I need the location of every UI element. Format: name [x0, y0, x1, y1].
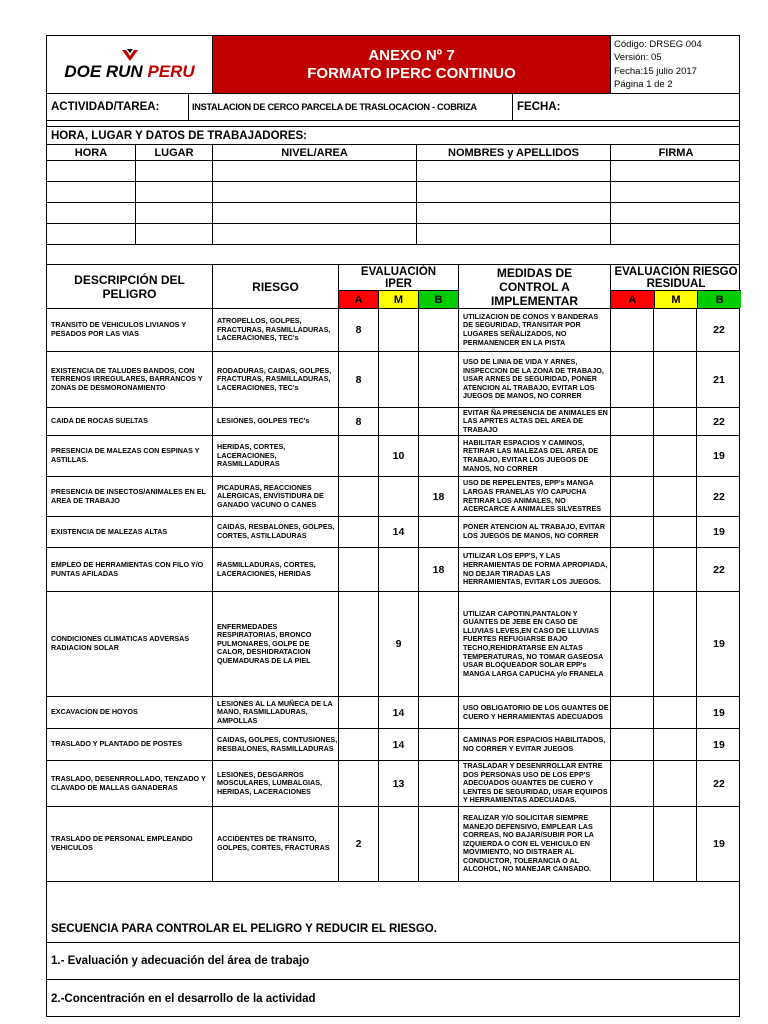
hazard-description: EXISTENCIA DE TALUDES BANDOS, CON TERRENOS IRREGULARES, BARRANCOS Y ZONAS DE DESMORONAMIENTO — [47, 352, 213, 407]
residual-b-value: 22 — [713, 563, 725, 576]
residual-b-value: 22 — [713, 324, 725, 336]
residual-m-value — [654, 807, 697, 881]
iper-a-value — [339, 517, 379, 547]
doc-version: Versión: 05 — [614, 52, 662, 63]
worker-cell[interactable] — [417, 224, 611, 244]
worker-row[interactable] — [47, 203, 739, 224]
hazard-row — [47, 548, 739, 592]
hazard-row — [47, 697, 739, 729]
residual-level-b: B — [698, 291, 741, 308]
activity-value: INSTALACION DE CERCO PARCELA DE TRASLOCACION - COBRIZA — [189, 94, 513, 120]
iper-b-value — [419, 729, 459, 760]
residual-m-value — [654, 408, 697, 435]
hazard-risk: PICADURAS, REACCIONES ALERGICAS, ENVISTIDURA DE GANADO VACUNO O CANES — [213, 477, 339, 516]
iper-m-value: 10 — [379, 436, 419, 476]
sequence-title-row — [47, 915, 739, 943]
iper-m-value: 14 — [379, 697, 419, 728]
residual-b-value: 22 — [713, 490, 725, 503]
control-measures: EVITAR ÑA PRESENCIA DE ANIMALES EN LAS APRTES ALTAS DEL AREA DE TRABAJO — [459, 408, 611, 435]
hazard-description: PRESENCIA DE MALEZAS CON ESPINAS Y ASTILLAS. — [47, 436, 213, 476]
hazard-risk: LESIONES AL LA MUÑECA DE LA MANO, RASMILLADURAS, AMPOLLAS — [213, 697, 339, 728]
iper-b-value — [419, 761, 459, 806]
col-medidas: MEDIDAS DE CONTROL A IMPLEMENTAR — [459, 265, 611, 308]
iper-a-value: 8 — [339, 309, 379, 351]
worker-cell[interactable] — [213, 203, 417, 223]
activity-label: ACTIVIDAD/TAREA: — [47, 94, 189, 120]
hazard-row — [47, 408, 739, 436]
iper-m-value — [379, 548, 419, 591]
hazard-description: CAIDA DE ROCAS SUELTAS — [47, 408, 213, 435]
residual-b-value: 19 — [713, 738, 725, 751]
worker-cell[interactable] — [611, 224, 741, 244]
hazard-row — [47, 592, 739, 697]
worker-cell[interactable] — [417, 203, 611, 223]
iper-b-value — [419, 309, 459, 351]
worker-cell[interactable] — [47, 161, 136, 181]
control-measures: REALIZAR Y/O SOLICITAR SIEMPRE MANEJO DEFENSIVO, EMPLEAR LAS CORREAS, NO BAJAR/SUBIR POR LA IZQUIERDA O CON EL VEHICULO EN MOVIMIENTO, NO DISTRAER AL CONDUCTOR, TOLERANCIA O AL ALCOHOL, NO MANEJAR CANSADO. — [459, 807, 611, 881]
residual-m-value — [654, 548, 697, 591]
form-title — [213, 36, 611, 93]
worker-cell[interactable] — [611, 203, 741, 223]
worker-cell[interactable] — [213, 161, 417, 181]
control-measures: USO DE LINIA DE VIDA Y ARNES, INSPECCION DE LA ZONA DE TRABAJO, USAR ARNES DE SEGURIDAD, PONER ATENCION AL TRABAJO, EVITAR LOS JUEGOS DE MANOS, NO CORRER — [459, 352, 611, 407]
residual-b-value: 19 — [713, 526, 725, 538]
residual-m-value — [654, 309, 697, 351]
company-logo — [47, 36, 213, 93]
iper-a-value: 8 — [339, 352, 379, 407]
hazard-description: TRANSITO DE VEHICULOS LIVIANOS Y PESADOS POR LAS VIAS — [47, 309, 213, 351]
hazard-description: TRASLADO Y PLANTADO DE POSTES — [47, 729, 213, 760]
hazard-description: PRESENCIA DE INSECTOS/ANIMALES EN EL AREA DE TRABAJO — [47, 477, 213, 516]
hazard-risk: LESIONES, GOLPES TEC's — [213, 408, 339, 435]
hazard-risk: CAIDAS, RESBALONES, GOLPES, CORTES, ASTILLADURAS — [213, 517, 339, 547]
workers-section — [47, 127, 739, 145]
iper-m-value — [379, 408, 419, 435]
iper-level-a: A — [339, 291, 379, 308]
sequence-step-1 — [47, 943, 739, 980]
iper-level-m: M — [379, 291, 419, 308]
col-evaluacion-residual — [611, 265, 741, 308]
control-measures: CAMINAS POR ESPACIOS HABILITADOS, NO CORRER Y EVITAR JUEGOS — [459, 729, 611, 760]
worker-cell[interactable] — [213, 182, 417, 202]
hazard-description: CONDICIONES CLIMATICAS ADVERSAS RADIACION SOLAR — [47, 592, 213, 696]
iper-a-value — [339, 729, 379, 760]
residual-levels — [611, 290, 741, 308]
sequence-title: SECUENCIA PARA CONTROLAR EL PELIGRO Y REDUCIR EL RIESGO. — [51, 922, 437, 935]
col-lugar: LUGAR — [136, 145, 213, 160]
form-header — [47, 36, 739, 94]
evaluacion-iper-title: EVALUACIÓN IPER — [360, 265, 437, 290]
residual-b-value: 19 — [713, 706, 725, 719]
iper-m-value: 14 — [379, 729, 419, 760]
worker-row[interactable] — [47, 161, 739, 182]
iper-m-value — [379, 352, 419, 407]
residual-b-value: 22 — [713, 415, 725, 428]
spacer-row-2 — [47, 245, 739, 265]
logo-text-peru: PERU — [147, 61, 195, 81]
iper-a-value — [339, 592, 379, 696]
hazard-description: EXISTENCIA DE MALEZAS ALTAS — [47, 517, 213, 547]
residual-a-value — [611, 477, 654, 516]
residual-a-value — [611, 352, 654, 407]
iper-a-value — [339, 436, 379, 476]
iper-m-value: 13 — [379, 761, 419, 806]
hazard-risk: HERIDAS, CORTES, LACERACIONES, RASMILLADURAS — [213, 436, 339, 476]
worker-cell[interactable] — [136, 203, 213, 223]
logo-text-doerun: DOE RUN — [64, 61, 143, 81]
control-measures: USO DE REPELENTES, EPP's MANGA LARGAS FRANELAS Y/O CAPUCHA RETIRAR LOS ANIMALES, NO ACERCARCE A ANIMALES SILVESTRES — [459, 477, 611, 516]
residual-m-value — [654, 436, 697, 476]
doc-page: Página 1 de 2 — [614, 79, 673, 90]
date-label: FECHA: — [517, 101, 561, 113]
worker-cell[interactable] — [417, 161, 611, 181]
hazard-risk: RODADURAS, CAIDAS, GOLPES, FRACTURAS, RASMILLADURAS, LACERACIONES, TEC's — [213, 352, 339, 407]
sequence-step-2 — [47, 980, 739, 1018]
residual-b-value: 19 — [713, 450, 725, 462]
activity-row — [47, 94, 739, 121]
hazard-row — [47, 761, 739, 807]
control-measures: PONER ATENCION AL TRABAJO, EVITAR LOS JUEGOS DE MANOS, NO CORRER — [459, 517, 611, 547]
iper-b-value — [419, 408, 459, 435]
residual-m-value — [654, 592, 697, 696]
hazard-row — [47, 517, 739, 548]
iper-m-value: 14 — [379, 517, 419, 547]
iper-b-value — [419, 436, 459, 476]
col-nombres: NOMBRES y APELLIDOS — [417, 145, 611, 160]
hazard-row — [47, 352, 739, 408]
iper-b-value: 18 — [419, 477, 459, 516]
iper-a-value — [339, 697, 379, 728]
residual-a-value — [611, 807, 654, 881]
iper-a-value: 8 — [339, 408, 379, 435]
col-firma: FIRMA — [658, 146, 694, 159]
residual-a-value — [611, 697, 654, 728]
worker-cell[interactable] — [47, 203, 136, 223]
hazard-risk: CAIDAS, GOLPES, CONTUSIONES, RESBALONES, RASMILLADURAS — [213, 729, 339, 760]
hazard-row — [47, 309, 739, 352]
worker-cell[interactable] — [611, 182, 741, 202]
residual-m-value — [654, 697, 697, 728]
hazard-description: TRASLADO DE PERSONAL EMPLEANDO VEHICULOS — [47, 807, 213, 881]
residual-b-value: 19 — [713, 638, 725, 650]
iper-a-value — [339, 761, 379, 806]
residual-a-value — [611, 408, 654, 435]
hazard-risk: ATROPELLOS, GOLPES, FRACTURAS, RASMILLADURAS, LACERACIONES, TEC's — [213, 309, 339, 351]
hazard-row — [47, 477, 739, 517]
evaluacion-residual-title: EVALUACIÓN RIESGO RESIDUAL — [614, 265, 738, 290]
residual-a-value — [611, 548, 654, 591]
worker-cell[interactable] — [136, 161, 213, 181]
residual-a-value — [611, 309, 654, 351]
hazard-description: TRASLADO, DESENRROLLADO, TENZADO Y CLAVADO DE MALLAS GANADERAS — [47, 761, 213, 806]
worker-cell[interactable] — [417, 182, 611, 202]
title-format: FORMATO IPERC CONTINUO — [307, 64, 516, 82]
title-annex: ANEXO Nº 7 — [368, 46, 455, 64]
residual-m-value — [654, 517, 697, 547]
residual-m-value — [654, 729, 697, 760]
iper-m-value — [379, 309, 419, 351]
residual-a-value — [611, 729, 654, 760]
residual-a-value — [611, 761, 654, 806]
residual-b-value: 19 — [713, 838, 725, 850]
worker-cell[interactable] — [47, 182, 136, 202]
iper-m-value — [379, 807, 419, 881]
iper-a-value — [339, 477, 379, 516]
iper-a-value: 2 — [339, 807, 379, 881]
control-measures: USO OBLIGATORIO DE LOS GUANTES DE CUERO Y HERRAMIENTAS ADECUADOS — [459, 697, 611, 728]
hazard-description: EMPLEO DE HERRAMIENTAS CON FILO Y/O PUNTAS AFILADAS — [47, 548, 213, 591]
residual-m-value — [654, 352, 697, 407]
iper-b-value — [419, 517, 459, 547]
doc-date: Fecha:15 julio 2017 — [614, 65, 697, 77]
residual-m-value — [654, 477, 697, 516]
logo-emblem-icon — [121, 48, 139, 62]
iper-levels — [339, 290, 458, 308]
worker-cell[interactable] — [213, 224, 417, 244]
iper-m-value: 9 — [379, 592, 419, 696]
workers-section-title: HORA, LUGAR Y DATOS DE TRABAJADORES: — [51, 129, 308, 142]
col-riesgo: RIESGO — [213, 265, 339, 308]
control-measures: UTILIZAR LOS EPP'S, Y LAS HERRAMIENTAS DE FORMA APROPIADA, NO DEJAR TIRADAS LAS HERRAMIENTAS, EVITAR LOS JUEGOS. — [459, 548, 611, 591]
iper-b-value — [419, 352, 459, 407]
worker-cell[interactable] — [136, 224, 213, 244]
control-measures: TRASLADAR Y DESENRROLLAR ENTRE DOS PERSONAS USO DE LOS EPP'S ADECUADOS GUANTES DE CUERO Y LENTES DE SEGURIDAD, USAR EQUIPOS Y HERRAMIENTAS ADECUADAS. — [459, 761, 611, 806]
residual-level-m: M — [655, 291, 699, 308]
iper-b-value — [419, 807, 459, 881]
control-measures: UTILIZACION DE CONOS Y BANDERAS DE SEGURIDAD, TRANSITAR POR LUGARES SEÑALIZADOS, NO PERMANENCER EN LA PISTA — [459, 309, 611, 351]
residual-a-value — [611, 436, 654, 476]
hazard-risk: LESIONES, DESGARROS MOSCULARES, LUMBALGIAS, HERIDAS, LACERACIONES — [213, 761, 339, 806]
sequence-step-2-text: 2.-Concentración en el desarrollo de la actividad — [51, 993, 316, 1005]
iper-m-value — [379, 477, 419, 516]
worker-row[interactable] — [47, 182, 739, 203]
residual-m-value — [654, 761, 697, 806]
logo-text — [64, 62, 194, 82]
doc-code: Código: DRSEG 004 — [614, 38, 702, 50]
workers-header-row — [47, 145, 739, 161]
table-header — [47, 265, 739, 309]
worker-row[interactable] — [47, 224, 739, 245]
col-evaluacion-iper — [339, 265, 459, 308]
iper-level-b: B — [419, 291, 458, 308]
residual-a-value — [611, 517, 654, 547]
col-hora: HORA — [47, 145, 136, 160]
worker-cell[interactable] — [611, 161, 741, 181]
iper-b-value: 18 — [419, 548, 459, 591]
doc-control-box — [611, 36, 741, 93]
worker-cell[interactable] — [47, 224, 136, 244]
hazard-row — [47, 807, 739, 882]
hazard-risk: ENFERMEDADES RESPIRATORIAS, BRONCO PULMONARES, GOLPE DE CALOR, DESHIDRATACION QUEMADURAS DE LA PIEL — [213, 592, 339, 696]
control-measures: HABILITAR ESPACIOS Y CAMINOS, RETIRAR LAS MALEZAS DEL AREA DE TRABAJO, EVITAR LOS JUEGOS DE MANOS, NO CORRER — [459, 436, 611, 476]
residual-a-value — [611, 592, 654, 696]
iper-b-value — [419, 697, 459, 728]
residual-b-value: 21 — [713, 373, 725, 386]
iperc-form — [46, 35, 740, 1017]
hazard-row — [47, 729, 739, 761]
iper-a-value — [339, 548, 379, 591]
hazard-description: EXCAVACION DE HOYOS — [47, 697, 213, 728]
col-nivel-area: NIVEL/AREA — [213, 145, 417, 160]
worker-cell[interactable] — [136, 182, 213, 202]
residual-b-value: 22 — [713, 777, 725, 790]
iper-b-value — [419, 592, 459, 696]
residual-level-a: A — [611, 291, 655, 308]
hazard-row — [47, 436, 739, 477]
control-measures: UTILIZAR CAPOTIN,PANTALON Y GUANTES DE JEBE EN CASO DE LLUVIAS LEVES,EN CASO DE LLUVIAS FUERTES REFUGIARSE BAJO TECHO,REHIDRATARSE EN ALTAS TEMPERATURAS, NO TOMAR GASEOSA USAR BLOQUEADOR SOLAR EPP's MANGA LARGA CAPUCHA y/o FRANELA — [459, 592, 611, 696]
hazard-risk: RASMILLADURAS, CORTES, LACERACIONES, HERIDAS — [213, 548, 339, 591]
sequence-step-1-text: 1.- Evaluación y adecuación del área de trabajo — [51, 955, 310, 967]
col-descripcion: DESCRIPCIÓN DEL PELIGRO — [47, 265, 213, 308]
hazard-risk: ACCIDENTES DE TRANSITO, GOLPES, CORTES, FRACTURAS — [213, 807, 339, 881]
